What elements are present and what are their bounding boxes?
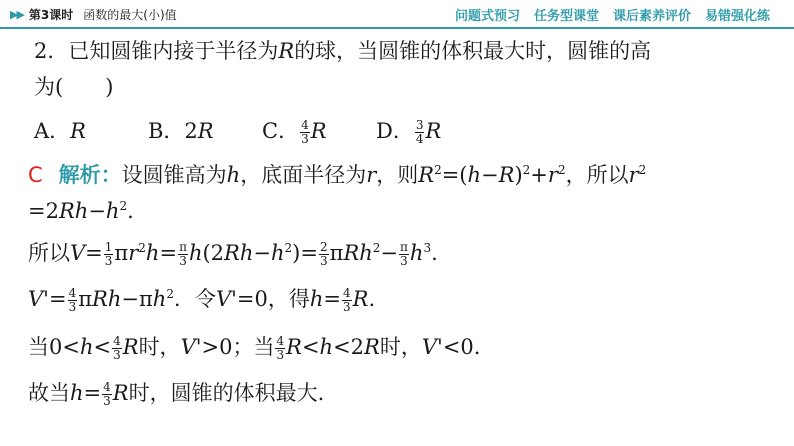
section-nav <box>455 5 770 24</box>
solution-line-4: V'= $\frac{4}{3}$ $\pi Rh-\pi h^2$．令V'=0，得h= $\frac{4}{3}$ R. <box>28 286 376 314</box>
nav-item-error-practice[interactable]: 易错强化练 <box>704 9 770 24</box>
option-a[interactable]: A．R <box>34 119 86 143</box>
nav-item-evaluation[interactable]: 课后素养评价 <box>612 9 691 24</box>
header-divider <box>0 27 794 29</box>
option-b[interactable]: B．2R <box>148 119 214 143</box>
solution-line-6: 故当h= $\frac{4}{3}$ R时，圆锥的体积最大. <box>28 380 325 408</box>
header-bar <box>0 0 794 32</box>
lesson-number: 第3课时 <box>28 8 74 22</box>
option-d[interactable]: D． $\frac{3}{4}$ R <box>376 118 442 146</box>
question-line-1: 2．已知圆锥内接于半径为R的球，当圆锥的体积最大时，圆锥的高 <box>34 39 652 63</box>
analysis-label: 解析： <box>58 163 122 187</box>
options-line <box>34 114 490 148</box>
solution-line-5: 当0<h< $\frac{4}{3}$ R时，V'>0；当 $\frac{4}{3}$ R<h<2R时，V'<0. <box>28 334 481 362</box>
play-arrows-icon: ▶▶ <box>10 8 23 21</box>
answer-letter: C <box>28 163 43 187</box>
question-line-2: 为( ) <box>34 75 114 99</box>
solution-line-1: C 解析：设圆锥高为h，底面半径为r，则$R^2=(h-R)^2+r^2$，所以$r^2$ <box>28 163 647 187</box>
nav-item-classroom[interactable]: 任务型课堂 <box>533 9 599 24</box>
lesson-info <box>10 6 177 23</box>
solution-line-3: 所以V= $\frac{1}{3}$ $\pi r^2h=$ $\frac{\pi}{3}$ $h(2Rh-h^2)=$ $\frac{2}{3}$ πRh$^2$− $\frac{\pi}{3}$ $h^3$. <box>28 240 438 268</box>
solution-line-2: $=2Rh-h^2$. <box>28 199 134 223</box>
lesson-title: 函数的最大(小)值 <box>83 8 177 22</box>
option-c[interactable]: C． $\frac{4}{3}$ R <box>262 118 327 146</box>
nav-item-preview[interactable]: 问题式预习 <box>454 9 520 24</box>
